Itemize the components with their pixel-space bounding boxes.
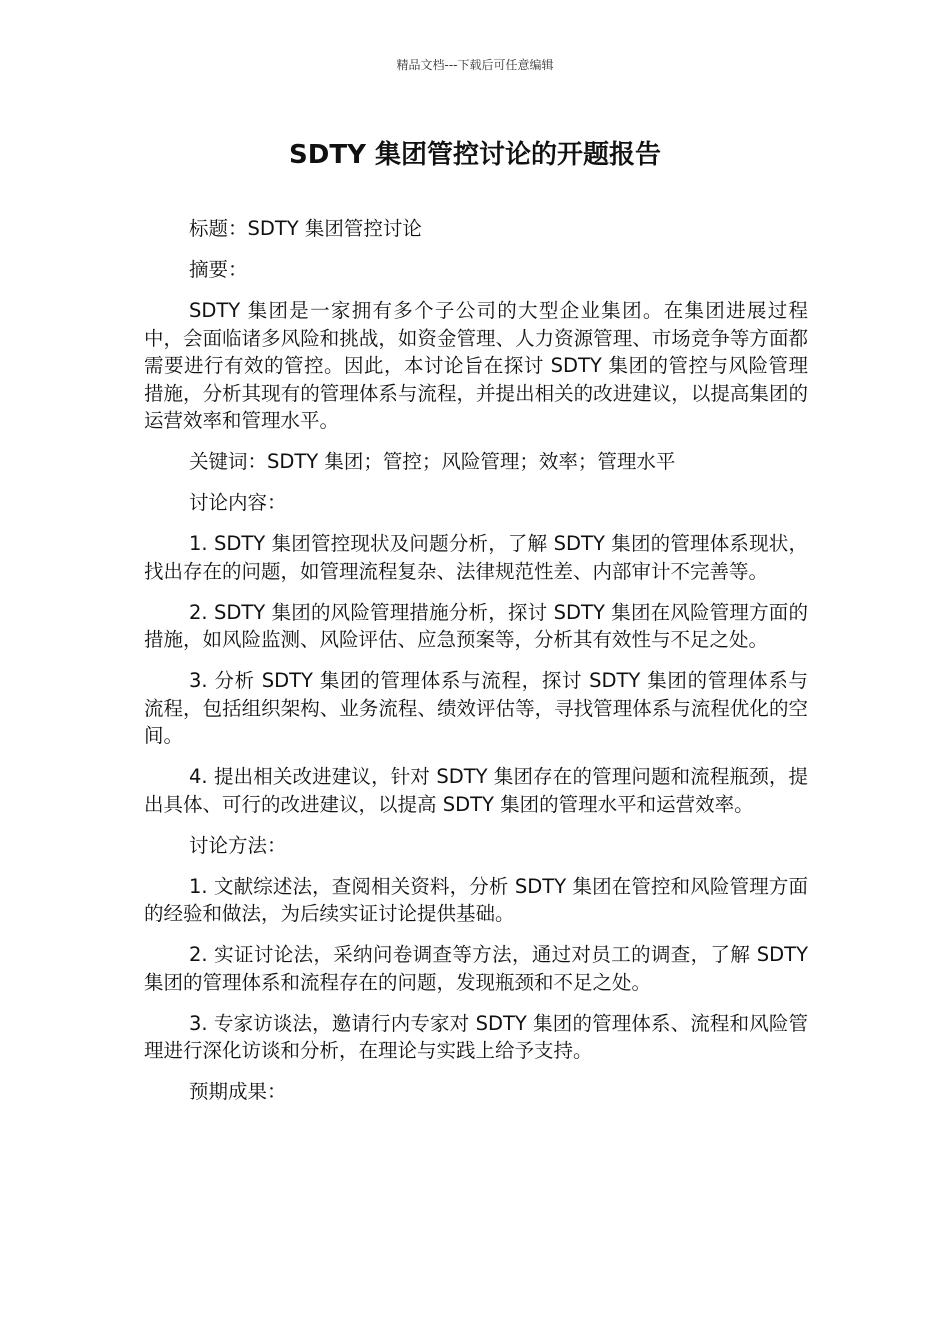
paragraph-content-item-1: 1. SDTY 集团管控现状及问题分析，了解 SDTY 集团的管理体系现状，找出存在的问题，如管理流程复杂、法律规范性差、内部审计不完善等。: [144, 532, 808, 583]
paragraph-keywords: 关键词：SDTY 集团；管控；风险管理；效率；管理水平: [189, 450, 676, 473]
paragraph-results-heading: 预期成果：: [189, 1080, 287, 1103]
paragraph-title-line: 标题：SDTY 集团管控讨论: [189, 217, 422, 240]
paragraph-method-heading: 讨论方法：: [189, 833, 287, 857]
paragraph-content-item-4: 4. 提出相关改进建议，针对 SDTY 集团存在的管理问题和流程瓶颈，提出具体、可行的改进建议，以提高 SDTY 集团的管理水平和运营效率。: [144, 765, 808, 816]
paragraph-abstract-heading: 摘要：: [189, 258, 248, 281]
document-body: [144, 215, 808, 1119]
paragraph-method-item-2: 2. 实证讨论法，采纳问卷调查等方法，通过对员工的调查，了解 SDTY 集团的管理体系和流程存在的问题，发现瓶颈和不足之处。: [144, 943, 808, 994]
paragraph-method-item-1: 1. 文献综述法，查阅相关资料，分析 SDTY 集团在管控和风险管理方面的经验和做法，为后续实证讨论提供基础。: [144, 874, 808, 925]
paragraph-content-item-3: 3. 分析 SDTY 集团的管理体系与流程，探讨 SDTY 集团的管理体系与流程，包括组织架构、业务流程、绩效评估等，寻找管理体系与流程优化的空间。: [144, 669, 808, 747]
paragraph-content-heading: 讨论内容：: [189, 491, 287, 514]
paragraph-content-item-2: 2. SDTY 集团的风险管理措施分析，探讨 SDTY 集团在风险管理方面的措施，如风险监测、风险评估、应急预案等，分析其有效性与不足之处。: [144, 600, 808, 651]
paragraph-abstract: SDTY 集团是一家拥有多个子公司的大型企业集团。在集团进展过程中，会面临诸多风险和挑战，如资金管理、人力资源管理、市场竞争等方面都需要进行有效的管控。因此，本讨论旨在探讨 SDTY 集团的管控与风险管理措施，分析其现有的管理体系与流程，并提出相关的改进建议，以提高集团的运营效率和管理水平。: [144, 299, 808, 432]
paragraph-method-item-3: 3. 专家访谈法，邀请行内专家对 SDTY 集团的管理体系、流程和风险管理进行深化访谈和分析，在理论与实践上给予支持。: [144, 1011, 808, 1062]
document-title: SDTY 集团管控讨论的开题报告: [289, 140, 661, 170]
page-header-note: 精品文档---下载后可任意编辑: [396, 58, 554, 72]
